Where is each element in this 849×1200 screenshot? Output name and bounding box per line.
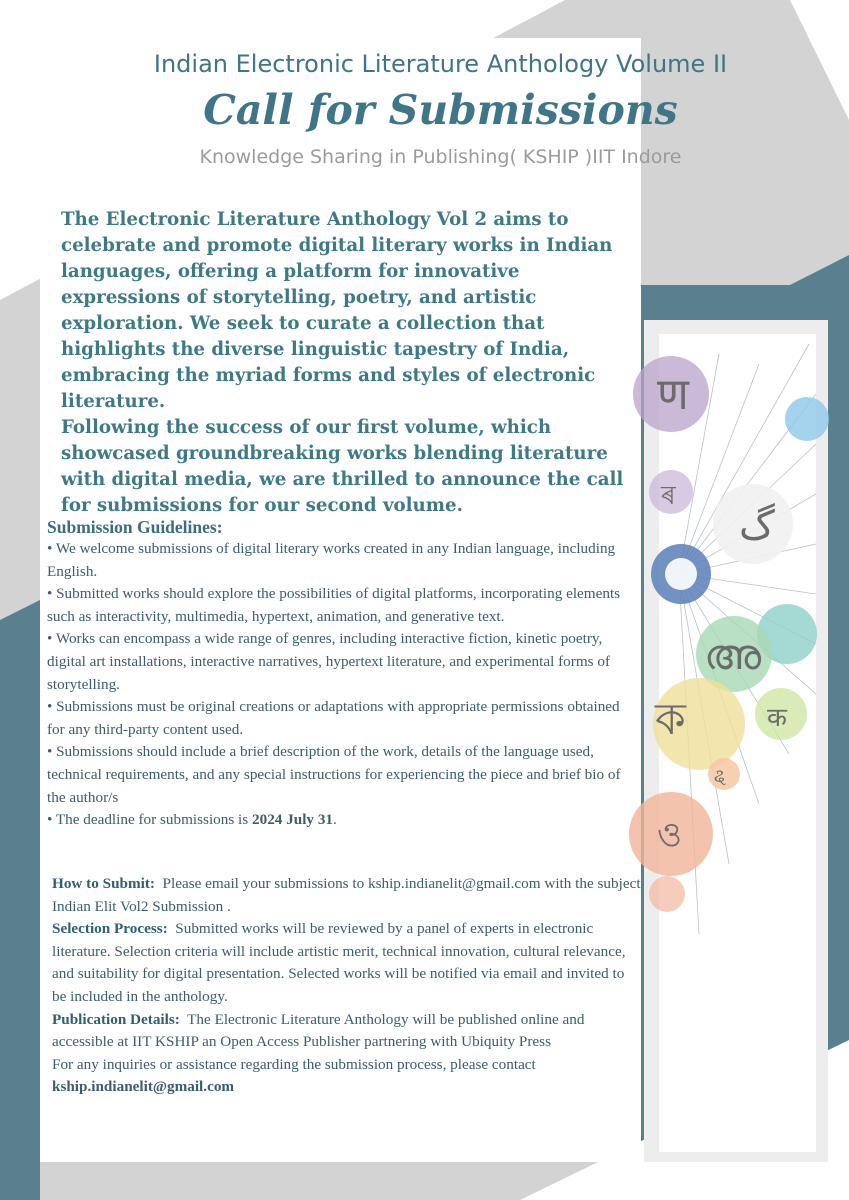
glyph-devanagari-na: ण [657,369,689,420]
contact-text: For any inquiries or assistance regarding the submission process, please contact [52,1055,536,1073]
guideline-item: • Submitted works should explore the possibilities of digital platforms, incorporating elements such as interactivity, multimedia, hypertext, animation, and generative text. [47,585,621,625]
guideline-item: • Submissions should include a brief description of the work, details of the language used, technical requirements, and any special instructions for experiencing the piece and brief bio of the author/s [47,743,621,806]
guidelines-heading: Submission Guidelines: [47,517,223,537]
guideline-item: • We welcome submissions of digital literary works created in any Indian language, including English. [47,540,616,580]
glyph-devanagari-ka: क [767,703,787,733]
intro-paragraph-2: Following the success of our first volume, which showcased groundbreaking works blending literature with digital media, we are thrilled to announce the call for submissions for our second volume. [61,417,624,516]
glyph-bengali-ra: ৰ [661,481,676,511]
decorative-image [655,334,816,1152]
submission-info [52,873,642,1099]
how-to-submit [52,873,642,918]
selection-process-text: Submitted works will be reviewed by a panel of experts in electronic literature. Selection criteria will include artistic merit, technical innovation, cultural relevance, and suitability for digital presentation. Selected works will be notified via email and invited to be included in the anthology. [52,920,626,1005]
call-heading: Call for Submissions [203,86,678,134]
glyph-urdu-gaf: گ [739,503,775,549]
deadline-date: 2024 July 31 [252,811,334,829]
publication-details-text: The Electronic Literature Anthology will be published online and accessible at IIT KSHIP an Open Access Publisher partnering with Ubiquity Press [52,1010,585,1051]
deadline-item [47,809,641,832]
publication-details [52,1009,642,1054]
glyph-odia-lla: ୡ [714,766,727,787]
publisher-subtitle: Knowledge Sharing in Publishing( KSHIP )IIT Indore [199,146,682,168]
intro-text [61,207,631,519]
submission-guidelines [47,516,641,832]
selection-process [52,918,642,1008]
glyph-bengali-o: ও [657,815,683,855]
deadline-prefix: • The deadline for submissions is [47,811,252,829]
script-burst-illustration [655,334,816,1152]
selection-process-label: Selection Process: [52,920,168,938]
contact-email-link[interactable]: kship.indianelit@gmail.com [52,1078,235,1096]
publication-details-label: Publication Details: [52,1010,180,1028]
glyph-bengali-ka: ক [655,694,686,745]
guideline-item: • Submissions must be original creations or adaptations with appropriate permissions obtained for any third-party content used. [47,698,620,738]
anthology-title: Indian Electronic Literature Anthology Volume II [153,50,728,78]
how-to-submit-label: How to Submit: [52,875,155,892]
guideline-item: • Works can encompass a wide range of genres, including interactive fiction, kinetic poetry, digital art installations, interactive narratives, hypertext literature, and experimental forms of storytelling. [47,630,610,693]
intro-paragraph-1: The Electronic Literature Anthology Vol 2 aims to celebrate and promote digital literary works in Indian languages, offering a platform for innovative expressions of storytelling, poetry, and artistic exploration. We seek to curate a collection that highlights the diverse linguistic tapestry of India, embracing the myriad forms and styles of electronic literature. [61,209,613,412]
glyph-malayalam-a: അ [704,630,762,679]
deadline-suffix: . [333,811,337,829]
how-to-submit-text: Please email your submissions to kship.indianelit@gmail.com with the subject Indian Elit Vol2 Submission . [52,875,641,915]
left-teal-block [0,600,40,1200]
